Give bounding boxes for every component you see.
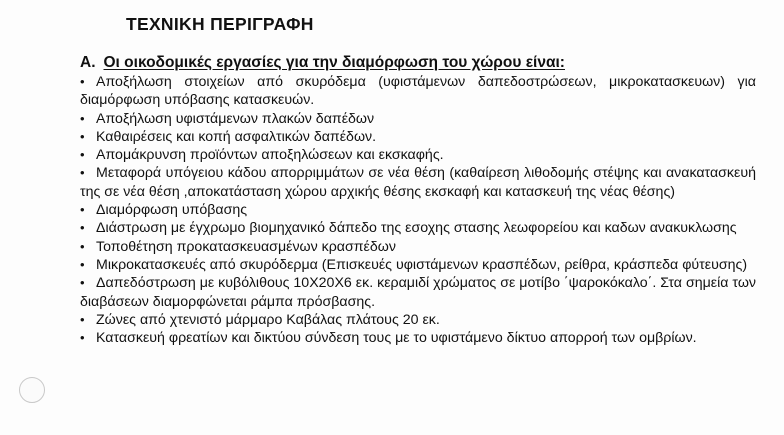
list-item-text: Κατασκευή φρεατίων και δικτύου σύνδεση τους με το υφιστάμενο δίκτυο απορροή των ομβρίων. (96, 330, 697, 347)
list-item-text: Δαπεδόστρωση με κυβόλιθους 10Χ20Χ6 εκ. κεραμιδί χρώματος σε μοτίβο ΄ψαροκόκαλο΄. Στα σημεία των διαβάσεων διαμορφώνεται ράμπα πρόσβασης. (80, 275, 756, 310)
section-heading (80, 54, 565, 72)
bullet-icon: • (80, 165, 85, 181)
bullet-icon: • (80, 128, 85, 144)
document-title: ΤΕΧΝΙΚΗ ΠΕΡΙΓΡΑΦΗ (126, 14, 314, 34)
bullet-icon: • (80, 147, 85, 163)
list-item (80, 128, 756, 146)
list-item (80, 238, 756, 256)
bullet-icon: • (80, 220, 85, 236)
list-item-text: Αποξήλωση υφιστάμενων πλακών δαπέδων (96, 110, 375, 127)
list-item (80, 219, 756, 237)
bullet-icon: • (80, 275, 85, 291)
list-item-text: Αποξήλωση στοιχείων από σκυρόδεμα (υφιστάμενων δαπεδοστρώσεων, μικροκατασκευων) για διαμόρφωση υπόβασης κατασκευών. (80, 74, 756, 109)
bullet-icon: • (80, 311, 85, 327)
bullet-icon: • (80, 110, 85, 126)
list-item-text: Μεταφορά υπόγειου κάδου απορριμμάτων σε νέα θέση (καθαίρεση λιθοδομής στέψης και ανακατασκευή της σε νέα θέση ,αποκατάσταση χώρου αρχικής θέσης εκσκαφή και κατασκευή της νέας θέσης) (80, 165, 756, 200)
works-list (80, 73, 756, 347)
list-item (80, 73, 756, 110)
list-item-text: Καθαιρέσεις και κοπή ασφαλτικών δαπέδων. (96, 128, 377, 145)
bullet-icon: • (80, 74, 85, 89)
punch-hole-icon (19, 377, 45, 403)
list-item (80, 201, 756, 219)
bullet-icon: • (80, 256, 85, 272)
list-item (80, 329, 756, 347)
list-item (80, 164, 756, 201)
list-item (80, 274, 756, 311)
bullet-icon: • (80, 202, 85, 218)
list-item (80, 110, 756, 128)
list-item (80, 311, 756, 329)
list-item (80, 256, 756, 274)
list-item-text: Διάστρωση με έγχρωμο βιομηχανικό δάπεδο της εσοχης στασης λεωφορείου και καδων ανακυκλωσης (96, 220, 737, 237)
list-item-text: Ζώνες από χτενιστό μάρμαρο Καβάλας πλάτους 20 εκ. (96, 311, 440, 328)
bullet-icon: • (80, 330, 85, 346)
section-letter: Α. (80, 54, 96, 71)
list-item-text: Απομάκρυνση προϊόντων αποξηλώσεων και εκσκαφής. (96, 147, 444, 164)
bullet-icon: • (80, 238, 85, 254)
list-item (80, 146, 756, 164)
list-item-text: Μικροκατασκευές από σκυρόδερμα (Επισκευές υφιστάμενων κρασπέδων, ρείθρα, κράσπεδα φύτευσης) (96, 256, 748, 273)
section-heading-text: Οι οικοδομικές εργασίες για την διαμόρφωση του χώρου είναι: (103, 54, 565, 71)
list-item-text: Τοποθέτηση προκατασκευασμένων κρασπέδων (96, 238, 396, 255)
list-item-text: Διαμόρφωση υπόβασης (96, 202, 248, 219)
